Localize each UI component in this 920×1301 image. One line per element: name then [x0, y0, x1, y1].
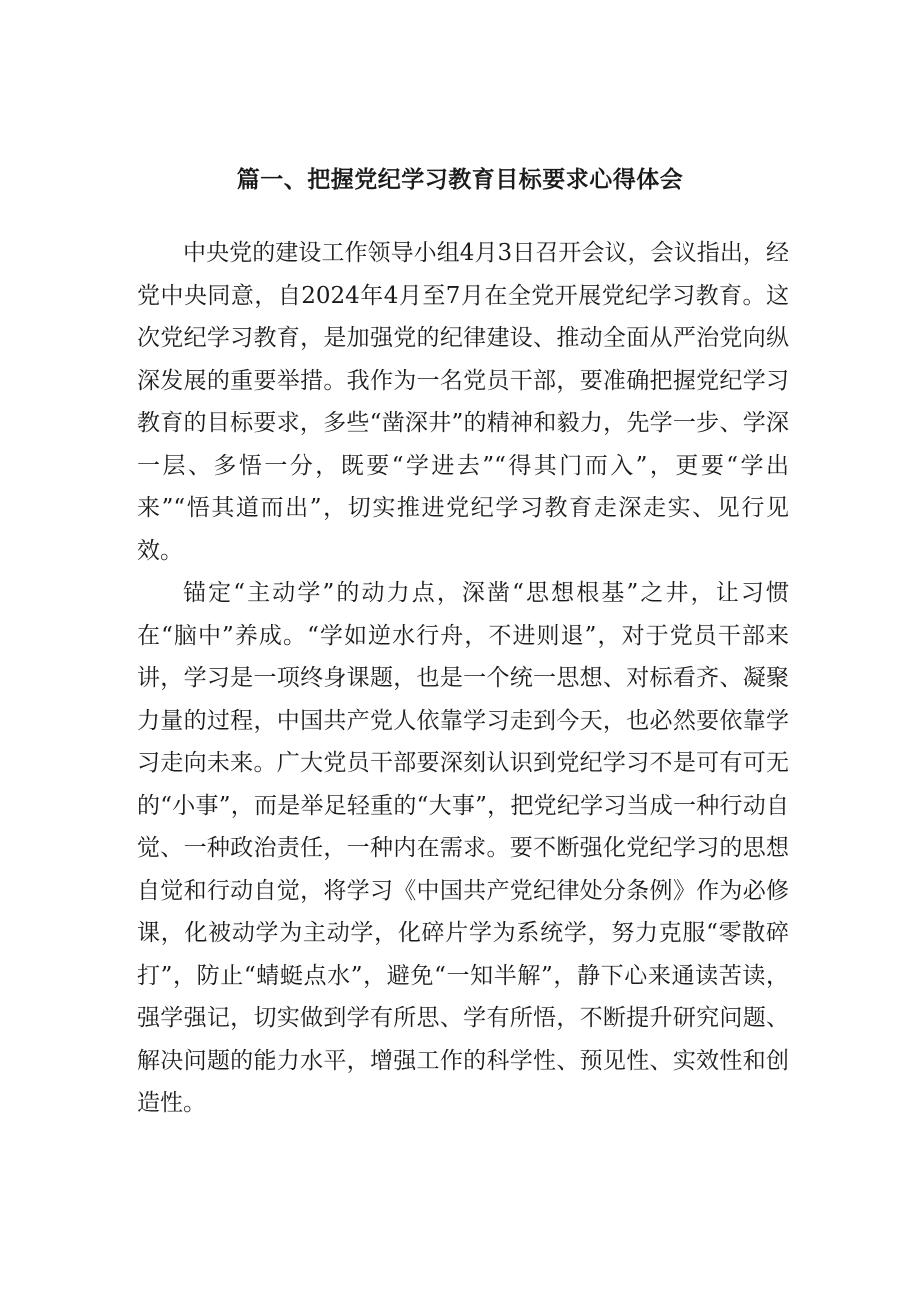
document-title: 篇一、把握党纪学习教育目标要求心得体会 — [236, 167, 684, 193]
document-body — [137, 232, 789, 1125]
paragraph-1: 中央党的建设工作领导小组4月3日召开会议，会议指出，经党中央同意，自2024年4月至7月在全党开展党纪学习教育。这次党纪学习教育，是加强党的纪律建设、推动全面从严治党向纵深发展的重要举措。我作为一名党员干部，要准确把握党纪学习教育的目标要求，多些“凿深井”的精神和毅力，先学一步、学深一层、多悟一分，既要“学进去”“得其门而入”，更要“学出来”“悟其道而出”，切实推进党纪学习教育走深走实、见行见效。 — [137, 240, 789, 564]
paragraph-2: 锚定“主动学”的动力点，深凿“思想根基”之井，让习惯在“脑中”养成。“学如逆水行舟，不进则退”，对于党员干部来讲，学习是一项终身课题，也是一个统一思想、对标看齐、凝聚力量的过程，中国共产党人依靠学习走到今天，也必然要依靠学习走向未来。广大党员干部要深刻认识到党纪学习不是可有可无的“小事”，而是举足轻重的“大事”，把党纪学习当成一种行动自觉、一种政治责任，一种内在需求。要不断强化党纪学习的思想自觉和行动自觉，将学习《中国共产党纪律处分条例》作为必修课，化被动学为主动学，化碎片学为系统学，努力克服“零散碎打”，防止“蜻蜓点水”，避免“一知半解”，静下心来通读苦读，强学强记，切实做到学有所思、学有所悟，不断提升研究问题、解决问题的能力水平，增强工作的科学性、预见性、实效性和创造性。 — [137, 580, 789, 1116]
